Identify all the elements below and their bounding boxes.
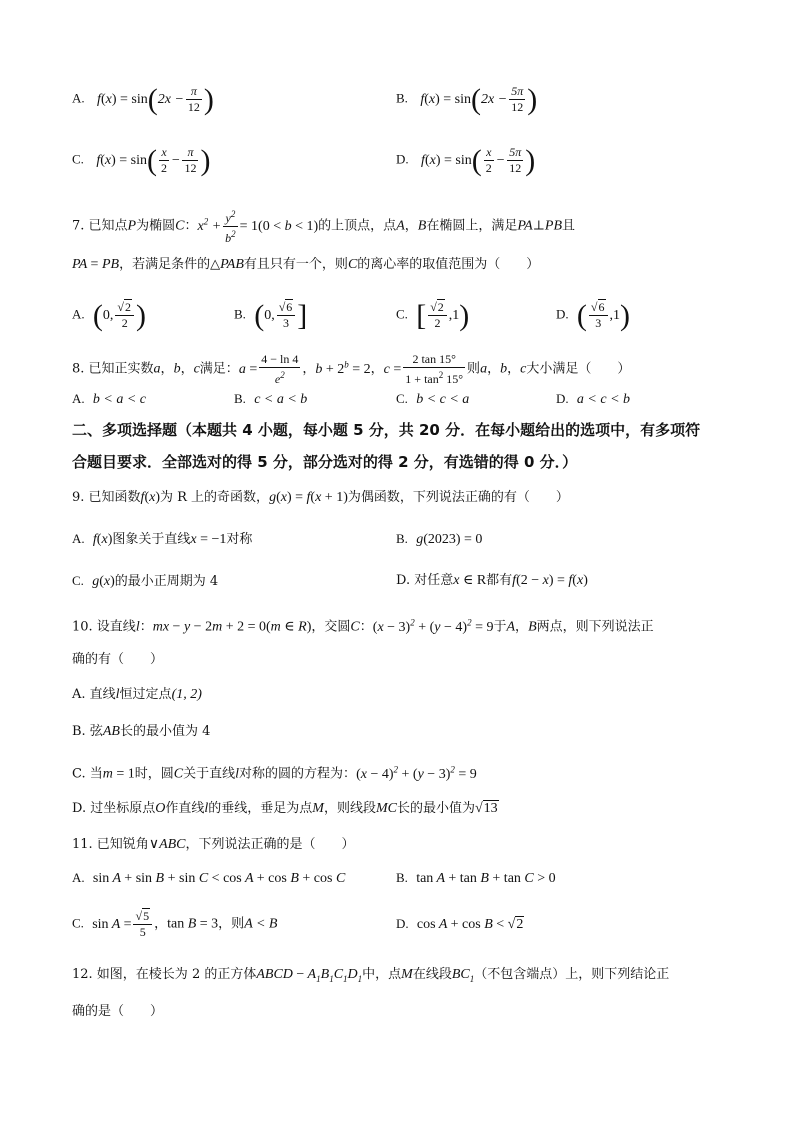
q7-option-b: B. (0, $\frac{√6}{3}$ ]: [234, 298, 308, 332]
q10-stem-line1: 10. 设直线l：mx − y − 2m + 2 = 0(m ∈ R)，交圆C：$(x - 3)^2 + (y - 4)^2 = 9$于A，B两点，则下列说法正: [72, 617, 654, 635]
q11-option-b: B. tan A + tan B + tan C > 0: [396, 870, 556, 886]
q10-option-b: B. 弦AB长的最小值为 4: [72, 724, 211, 739]
section-2-heading-line2: 合题目要求．全部选对的得 5 分，部分选对的得 2 分，有选错的得 0 分．）: [72, 453, 578, 471]
q6-option-a: A. f(x) = sin(2x − $\frac{\pi}{12}$ ): [72, 82, 214, 116]
q10-option-d: D. 过坐标原点O作直线l的垂线，垂足为点M，则线段MC长的最小值为√13: [72, 801, 498, 816]
q8-option-a: A. b < a < c: [72, 391, 147, 407]
q8-option-d: D. a < c < b: [556, 391, 631, 407]
q9-option-c: C. g(x)的最小正周期为 4: [72, 573, 219, 589]
q8-option-b: B. c < a < b: [234, 391, 308, 407]
q9-option-d: D. 对任意x ∈ R都有f(2 − x) = f(x): [396, 573, 588, 588]
q8-stem: 8. 已知正实数a，b，c满足：a = $\frac{4 - \ln 4}{e^2}$ ，$b + 2^b = 2$，c = $\frac{2 \tan 15^\circ}{1 + \tan^2 15^\circ}$ 则a，b，c大小满足（ ）: [72, 352, 631, 386]
q11-option-d: D. cos A + cos B < √2: [396, 916, 524, 932]
q10-stem-line2: 确的有（ ）: [72, 652, 164, 667]
q6-option-c: C. f(x) = sin( $\frac{x}{2}$ − $\frac{\pi}{12}$ ): [72, 143, 211, 177]
q7-option-d: D. ( $\frac{√6}{3}$ ,1): [556, 298, 630, 332]
q12-stem-line1: 12. 如图，在棱长为 2 的正方体ABCD − $A_1B_1C_1D_1$中，点M在线段$BC_1$（不包含端点）上，则下列结论正: [72, 967, 670, 984]
q9-option-b: B. g(2023) = 0: [396, 531, 483, 547]
q7-option-c: C. [ $\frac{√2}{2}$ ,1): [396, 298, 470, 332]
q7-stem-line2: PA = PB，若满足条件的△PAB有且只有一个，则C的离心率的取值范围为（ ）: [72, 257, 540, 272]
q6-option-b: B. f(x) = sin(2x − $\frac{5\pi}{12}$ ): [396, 82, 538, 116]
q7-stem-line1: 7. 已知点P为椭圆C：$x^2$ + $\frac{y^2}{b^2}$ = 1(0 < b < 1)的上顶点，点A，B在椭圆上，满足PA⊥PB且: [72, 209, 576, 245]
section-2-heading-line1: 二、多项选择题（本题共 4 小题，每小题 5 分，共 20 分．在每小题给出的选项中，有多项符: [72, 421, 701, 439]
q6-option-d: D. f(x) = sin( $\frac{x}{2}$ − $\frac{5\pi}{12}$ ): [396, 143, 536, 177]
q9-stem: 9. 已知函数f(x)为 R 上的奇函数，g(x) = f(x + 1)为偶函数，下列说法正确的有（ ）: [72, 490, 569, 505]
q9-option-a: A. f(x)图象关于直线x = −1对称: [72, 531, 253, 547]
q12-stem-line2: 确的是（ ）: [72, 1004, 164, 1019]
q7-option-a: A. (0, $\frac{√2}{2}$ ): [72, 298, 146, 332]
q8-option-c: C. b < c < a: [396, 391, 470, 407]
q10-option-a: A. 直线l恒过定点(1, 2): [72, 687, 202, 702]
q11-option-c: C. sin A = $\frac{√5}{5}$ ，tan B = 3，则A < B: [72, 909, 278, 939]
q10-option-c: C. 当m = 1时，圆C关于直线l对称的圆的方程为：$(x - 4)^2 + (y - 3)^2 = 9$: [72, 764, 477, 782]
q11-stem: 11. 已知锐角∨ABC，下列说法正确的是（ ）: [72, 837, 355, 852]
q11-option-a: A. sin A + sin B + sin C < cos A + cos B + cos C: [72, 870, 346, 886]
